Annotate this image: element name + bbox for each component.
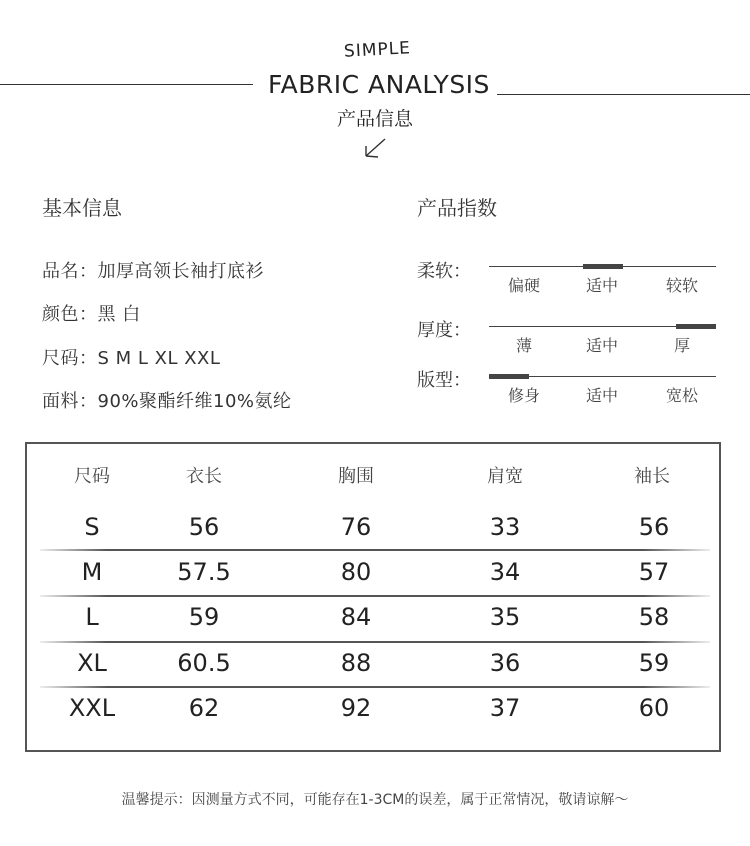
info-row-name: 品名：加厚高领长袖打底衫 bbox=[42, 261, 264, 282]
table-header: 肩宽 bbox=[487, 466, 523, 487]
table-cell: 35 bbox=[489, 603, 521, 631]
table-cell: 33 bbox=[489, 513, 521, 541]
table-cell: 60.5 bbox=[177, 649, 231, 677]
table-header: 尺码 bbox=[74, 466, 110, 487]
table-header: 胸围 bbox=[338, 466, 374, 487]
arrow-down-left-icon bbox=[360, 136, 388, 162]
divider-right bbox=[497, 94, 750, 95]
table-cell: XL bbox=[77, 649, 107, 677]
table-cell: L bbox=[85, 603, 99, 631]
header bbox=[0, 0, 750, 170]
scale-option: 适中 bbox=[585, 336, 618, 355]
scale-option: 宽松 bbox=[665, 386, 698, 405]
scale-option: 适中 bbox=[585, 386, 618, 405]
table-cell: 57 bbox=[638, 558, 670, 586]
table-cell: 56 bbox=[638, 513, 670, 541]
row-divider bbox=[40, 595, 710, 597]
scale-option: 薄 bbox=[515, 336, 532, 355]
table-cell: 76 bbox=[340, 513, 372, 541]
scale-option: 较软 bbox=[665, 276, 698, 295]
measurement-note: 温馨提示：因测量方式不同，可能存在1-3CM的误差，属于正常情况，敬请谅解～ bbox=[121, 792, 629, 808]
row-divider bbox=[40, 686, 710, 688]
table-cell: 36 bbox=[489, 649, 521, 677]
row-divider bbox=[40, 549, 710, 551]
scale-option: 厚 bbox=[673, 336, 690, 355]
table-cell: 62 bbox=[188, 694, 220, 722]
scale-option: 修身 bbox=[507, 386, 540, 405]
table-cell: 84 bbox=[340, 603, 372, 631]
table-cell: 60 bbox=[638, 694, 670, 722]
table-header: 衣长 bbox=[186, 466, 222, 487]
info-row-color: 颜色：黑 白 bbox=[42, 304, 141, 325]
table-cell: 80 bbox=[340, 558, 372, 586]
table-cell: 57.5 bbox=[177, 558, 231, 586]
table-cell: 59 bbox=[638, 649, 670, 677]
table-cell: 34 bbox=[489, 558, 521, 586]
scale-label: 版型： bbox=[417, 370, 471, 391]
scale-marker bbox=[489, 374, 529, 379]
simple-label: SIMPLE bbox=[343, 38, 412, 62]
info-row-fabric: 面料：90%聚酯纤维10%氨纶 bbox=[42, 391, 292, 412]
table-cell: XXL bbox=[68, 694, 116, 722]
info-row-size: 尺码：S M L XL XXL bbox=[42, 348, 221, 369]
page-title: FABRIC ANALYSIS bbox=[268, 70, 490, 99]
scale-option: 适中 bbox=[585, 276, 618, 295]
scale-label: 柔软： bbox=[417, 261, 471, 282]
page-subtitle: 产品信息 bbox=[336, 108, 413, 130]
scale-option: 偏硬 bbox=[507, 276, 540, 295]
divider-left bbox=[0, 84, 253, 85]
scale-label: 厚度： bbox=[417, 320, 471, 341]
table-cell: 88 bbox=[340, 649, 372, 677]
basic-info-title: 基本信息 bbox=[42, 196, 122, 220]
table-cell: 37 bbox=[489, 694, 521, 722]
table-header: 袖长 bbox=[634, 466, 670, 487]
table-cell: 56 bbox=[188, 513, 220, 541]
scale-marker bbox=[676, 324, 716, 329]
table-cell: 59 bbox=[188, 603, 220, 631]
table-cell: M bbox=[81, 558, 103, 586]
table-cell: 92 bbox=[340, 694, 372, 722]
row-divider bbox=[40, 641, 710, 643]
table-cell: S bbox=[84, 513, 100, 541]
product-index-title: 产品指数 bbox=[417, 196, 497, 220]
table-cell: 58 bbox=[638, 603, 670, 631]
scale-marker bbox=[583, 264, 623, 269]
